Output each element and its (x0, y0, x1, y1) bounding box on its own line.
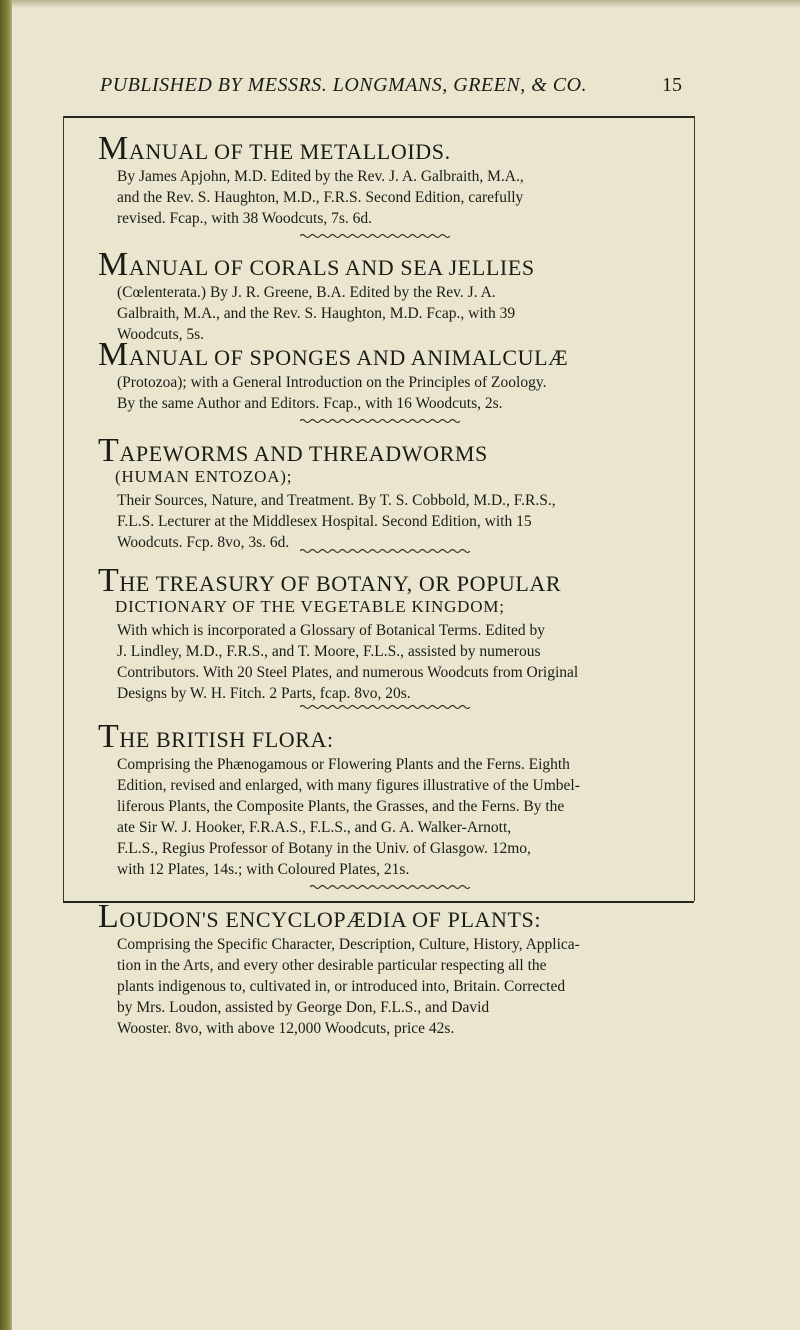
bottom-rule (63, 901, 694, 903)
entry-subheading: (HUMAN ENTOZOA); (115, 467, 293, 486)
book-entry-sponges (98, 336, 688, 414)
entry-description: (Cœlenterata.) By J. R. Greene, B.A. Edited by the Rev. J. A. Galbraith, M.A., and the Rev. S. Haughton, M.D. Fcap., with 39 Woodcuts, 5s. (117, 284, 516, 343)
page-number: 15 (662, 74, 682, 96)
book-entry-tapeworms (98, 432, 688, 553)
entry-title: THE BRITISH FLORA: (98, 718, 334, 755)
top-rule (63, 116, 694, 118)
running-header: PUBLISHED BY MESSRS. LONGMANS, GREEN, & CO. (100, 74, 588, 96)
wavy-divider (310, 884, 470, 890)
right-rule (694, 116, 695, 901)
book-entry-metalloids (98, 130, 688, 229)
entry-description: By James Apjohn, M.D. Edited by the Rev. J. A. Galbraith, M.A., and the Rev. S. Haughton, M.D., F.R.S. Second Edition, carefully revised. Fcap., with 38 Woodcuts, 7s. 6d. (117, 168, 524, 227)
wavy-divider (300, 418, 460, 424)
entry-description: Their Sources, Nature, and Treatment. By T. S. Cobbold, M.D., F.R.S., F.L.S. Lecturer at the Middlesex Hospital. Second Edition, with 15 Woodcuts. Fcp. 8vo, 3s. 6d. (117, 492, 556, 551)
book-entry-treasury-of-botany (98, 562, 688, 704)
book-entry-british-flora (98, 718, 688, 880)
entry-title: LOUDON'S ENCYCLOPÆDIA OF PLANTS: (98, 898, 542, 935)
entry-title: TAPEWORMS AND THREADWORMS (98, 432, 488, 469)
entry-title: MANUAL OF SPONGES AND ANIMALCULÆ (98, 336, 569, 373)
book-entry-corals (98, 246, 688, 345)
wavy-divider (300, 233, 450, 239)
wavy-divider (300, 704, 470, 710)
entry-subheading: DICTIONARY OF THE VEGETABLE KINGDOM; (115, 597, 505, 616)
book-entry-loudons-encyclopaedia (98, 898, 688, 1039)
entry-title: THE TREASURY OF BOTANY, OR POPULAR (98, 562, 562, 599)
left-rule (63, 116, 64, 901)
entry-description: (Protozoa); with a General Introduction on the Principles of Zoology. By the same Author and Editors. Fcap., with 16 Woodcuts, 2s. (117, 374, 547, 412)
wavy-divider (300, 548, 470, 554)
entry-description: Comprising the Specific Character, Description, Culture, History, Applica- tion in the Arts, and every other desirable particular respecting all the plants indigenous to, cultivated in, or introduced into, Britain. Corrected by Mrs. Loudon, assisted by George Don, F.L.S., and David Wooster. 8vo, with above 12,000 Woodcuts, price 42s. (117, 936, 580, 1037)
entry-description: Comprising the Phænogamous or Flowering Plants and the Ferns. Eighth Edition, revised and enlarged, with many figures illustrative of the Umbel- liferous Plants, the Composite Plants, the Grasses, and the Ferns. By the ate Sir W. J. Hooker, F.R.A.S., F.L.S., and G. A. Walker-Arnott, F.L.S., Regius Professor of Botany in the Univ. of Glasgow. 12mo, with 12 Plates, 14s.; with Coloured Plates, 21s. (117, 756, 580, 878)
entry-description: With which is incorporated a Glossary of Botanical Terms. Edited by J. Lindley, M.D., F.R.S., and T. Moore, F.L.S., assisted by numerous Contributors. With 20 Steel Plates, and numerous Woodcuts from Original Designs by W. H. Fitch. 2 Parts, fcap. 8vo, 20s. (117, 622, 579, 702)
page-top-edge (12, 0, 800, 8)
entry-title: MANUAL OF CORALS AND SEA JELLIES (98, 246, 535, 283)
entry-title: MANUAL OF THE METALLOIDS. (98, 130, 451, 167)
